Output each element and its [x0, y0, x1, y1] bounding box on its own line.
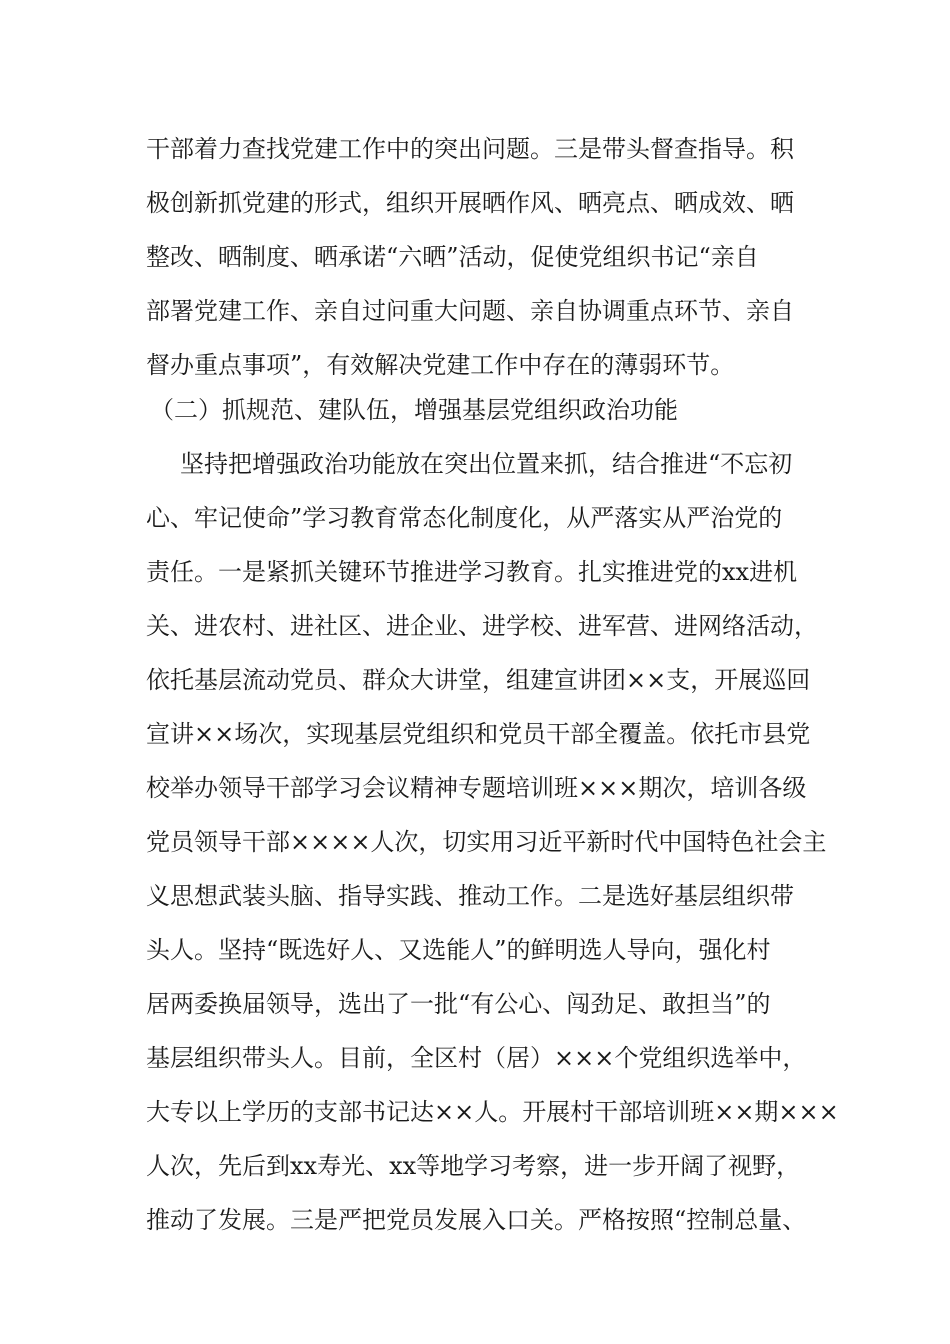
paragraph-line: 心、牢记使命”学习教育常态化制度化，从严落实从严治党的 [146, 504, 783, 532]
paragraph-line: 督办重点事项”，有效解决党建工作中存在的薄弱环节。 [146, 351, 735, 379]
paragraph-line: 坚持把增强政治功能放在突出位置来抓，结合推进“不忘初 [180, 450, 793, 478]
paragraph-line: 部署党建工作、亲自过问重大问题、亲自协调重点环节、亲自 [146, 297, 794, 325]
paragraph-line: 整改、晒制度、晒承诺“六晒”活动，促使党组织书记“亲自 [146, 243, 759, 271]
paragraph-line: 大专以上学历的支部书记达××人。开展村干部培训班××期××× [146, 1098, 839, 1126]
section-heading: （二）抓规范、建队伍，增强基层党组织政治功能 [150, 396, 678, 424]
paragraph-line: 校举办领导干部学习会议精神专题培训班×××期次，培训各级 [146, 774, 807, 802]
paragraph-line: 宣讲××场次，实现基层党组织和党员干部全覆盖。依托市县党 [146, 720, 811, 748]
paragraph-line: 推动了发展。三是严把党员发展入口关。严格按照“控制总量、 [146, 1206, 807, 1234]
paragraph-line: 关、进农村、进社区、进企业、进学校、进军营、进网络活动， [146, 612, 818, 640]
paragraph-2 [146, 437, 839, 1247]
paragraph-1 [146, 122, 810, 392]
paragraph-line: 人次，先后到xx寿光、xx等地学习考察，进一步开阔了视野， [146, 1152, 801, 1180]
section-heading-block [146, 383, 810, 437]
paragraph-line: 基层组织带头人。目前，全区村（居）×××个党组织选举中， [146, 1044, 807, 1072]
paragraph-line: 责任。一是紧抓关键环节推进学习教育。扎实推进党的xx进机 [146, 558, 798, 586]
paragraph-line: 居两委换届领导，选出了一批“有公心、闯劲足、敢担当”的 [146, 990, 771, 1018]
paragraph-line: 义思想武装头脑、指导实践、推动工作。二是选好基层组织带 [146, 882, 794, 910]
paragraph-line: 极创新抓党建的形式，组织开展晒作风、晒亮点、晒成效、晒 [146, 189, 794, 217]
paragraph-line: 干部着力查找党建工作中的突出问题。三是带头督查指导。积 [146, 135, 794, 163]
paragraph-line: 党员领导干部××××人次，切实用习近平新时代中国特色社会主 [146, 828, 827, 856]
paragraph-line: 依托基层流动党员、群众大讲堂，组建宣讲团××支，开展巡回 [146, 666, 811, 694]
paragraph-line: 头人。坚持“既选好人、又选能人”的鲜明选人导向，强化村 [146, 936, 771, 964]
